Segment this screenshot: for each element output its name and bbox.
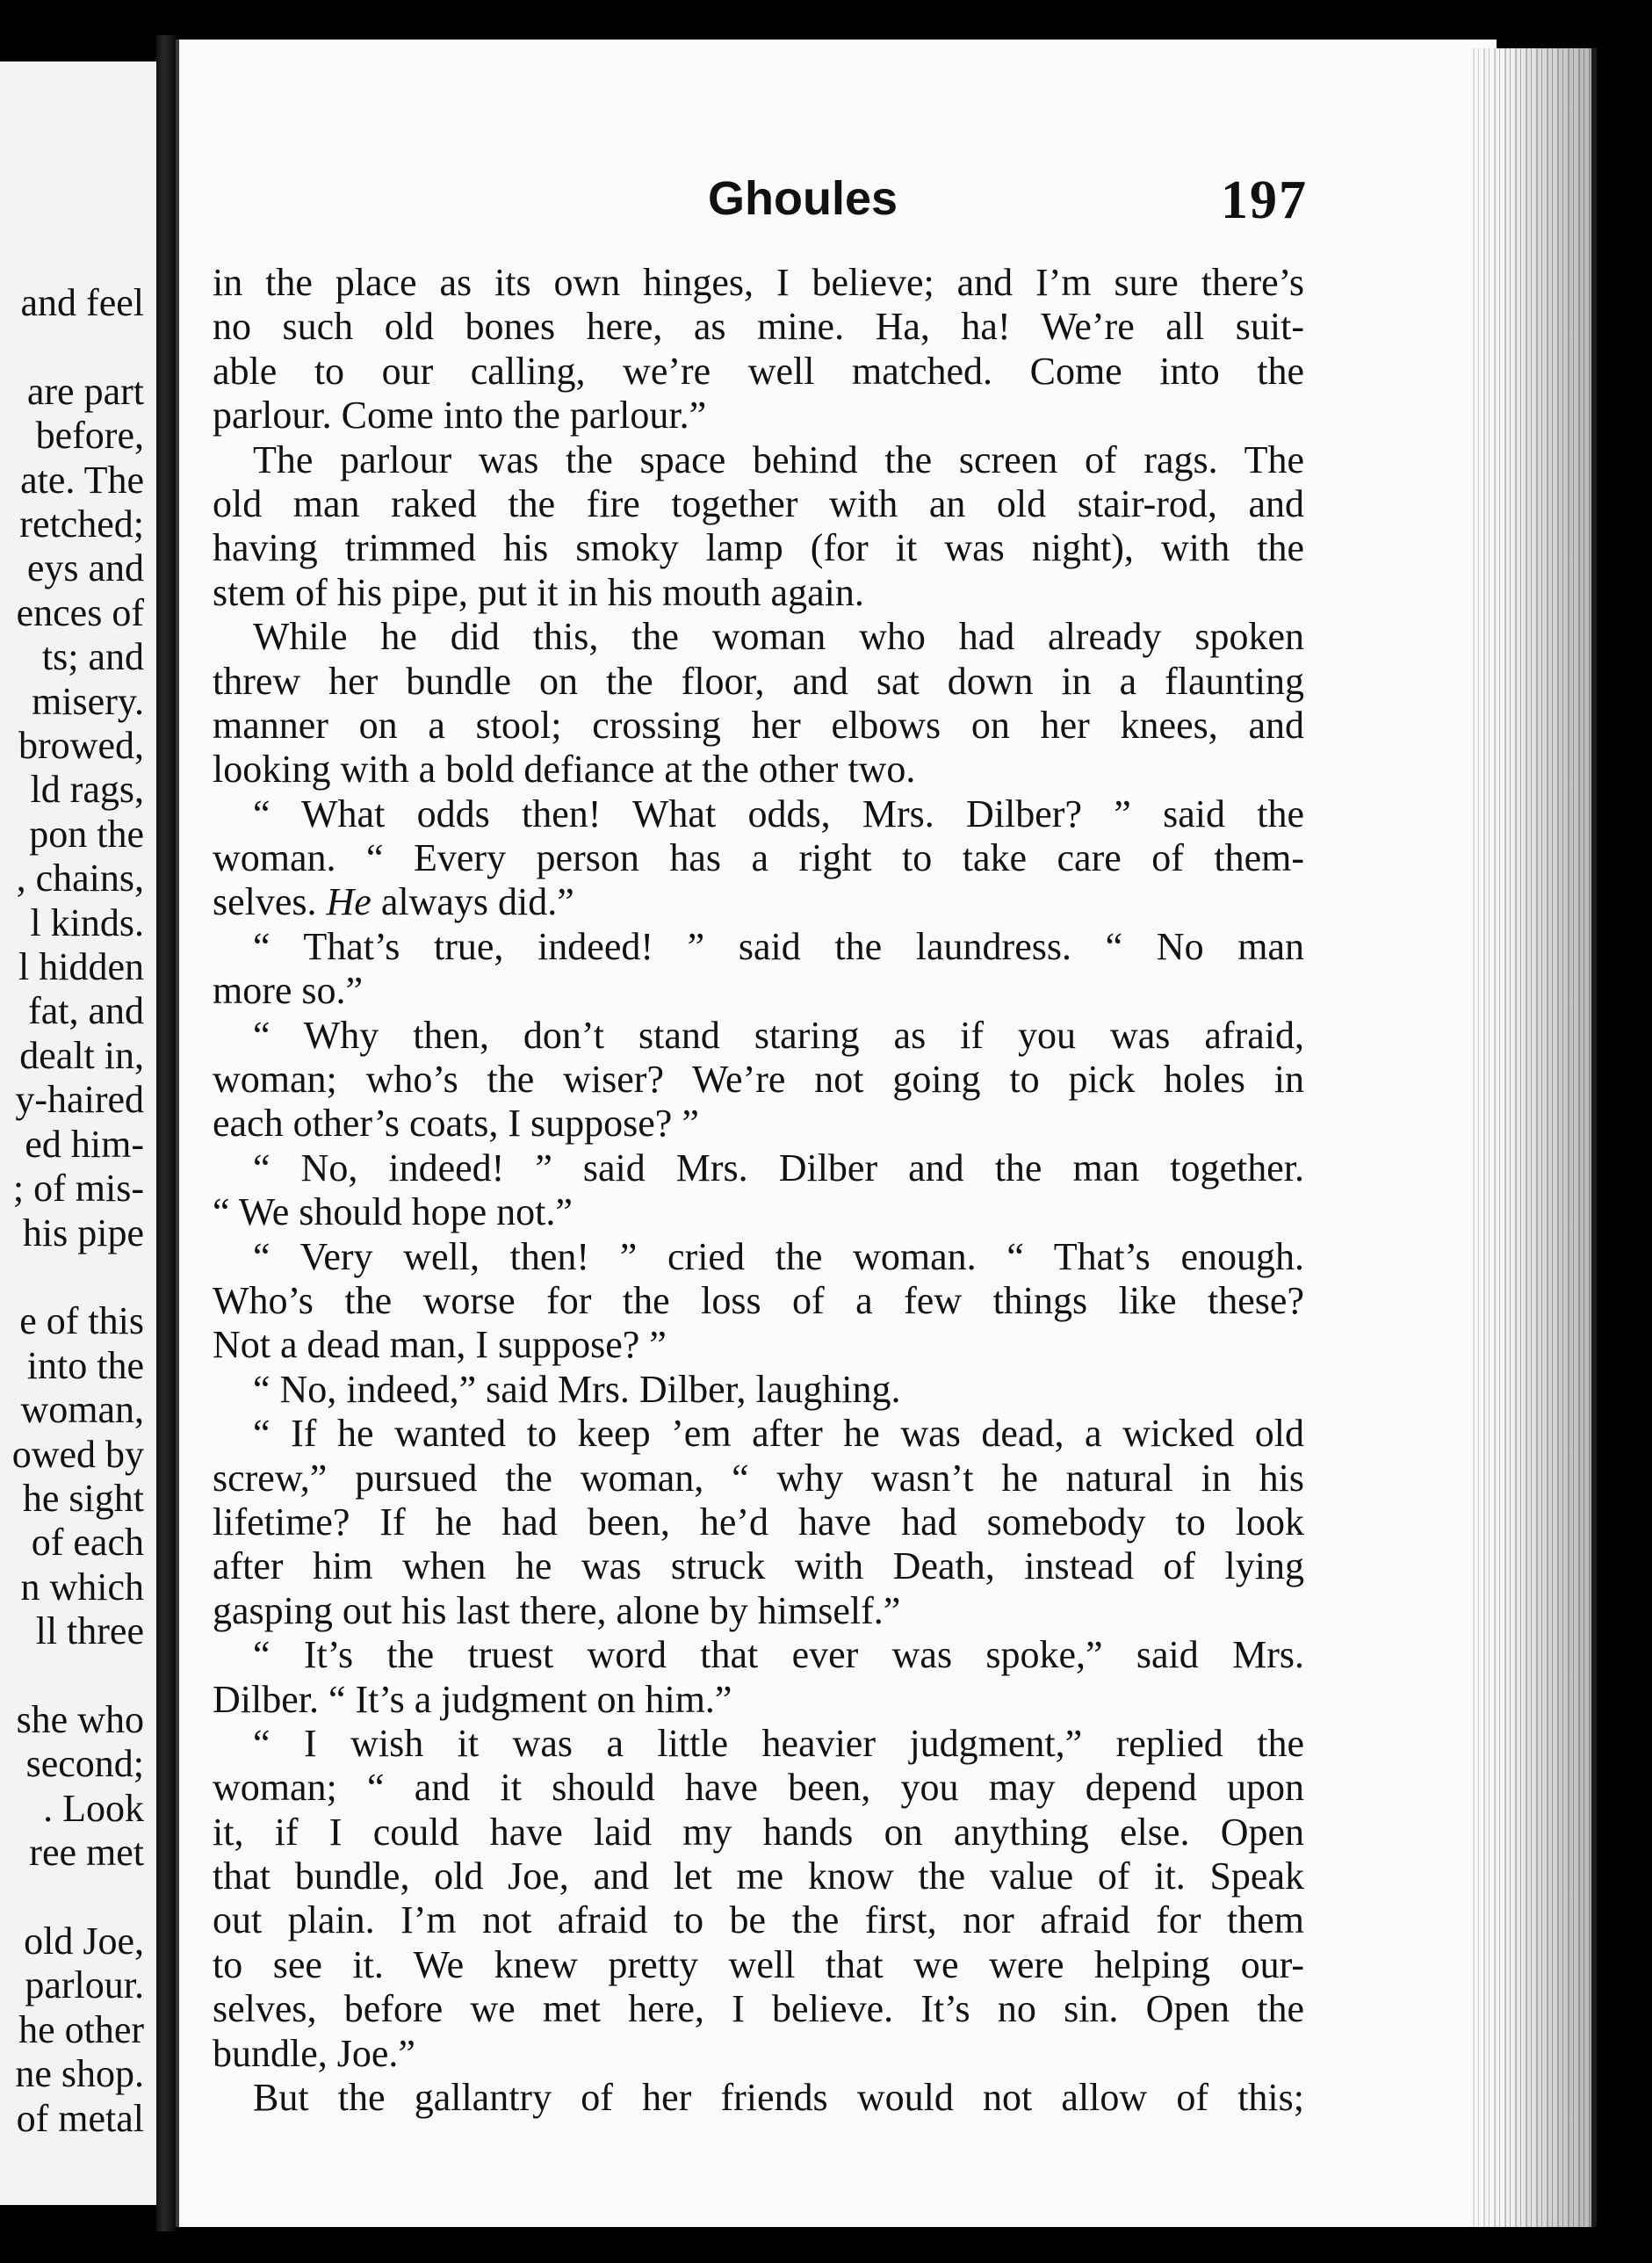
text-line: it, if I could have laid my hands on anything else. Open	[213, 1810, 1304, 1854]
facing-page-line: are part	[26, 369, 144, 413]
facing-page-line: browed,	[18, 724, 144, 768]
facing-page-fragment	[0, 61, 159, 2205]
text-line: “ We should hope not.”	[213, 1190, 573, 1234]
facing-page-line: misery.	[32, 679, 144, 723]
facing-page-line: ree met	[29, 1831, 144, 1875]
facing-page-line: y-haired	[15, 1078, 144, 1122]
text-line: “ That’s true, indeed! ” said the laundress. “ No man	[253, 924, 1304, 968]
facing-page-line: l kinds.	[30, 900, 144, 944]
facing-page-line: fat, and	[28, 989, 144, 1033]
facing-page-line	[12, 1255, 144, 1299]
text-line: manner on a stool; crossing her elbows on her knees, and	[213, 703, 1304, 747]
facing-page-line: woman,	[20, 1388, 144, 1432]
text-line: selves, before we met here, I believe. It’s no sin. Open the	[213, 1987, 1304, 2031]
facing-page-line: ld rags,	[30, 768, 144, 812]
text-line: parlour. Come into the parlour.”	[213, 394, 707, 437]
facing-page-text	[12, 281, 144, 2141]
text-line: able to our calling, we’re well matched. Come into the	[213, 349, 1304, 393]
facing-page-line	[12, 325, 144, 369]
text-line: “ I wish it was a little heavier judgment,” replied the	[253, 1721, 1304, 1765]
facing-page-line: he other	[18, 2007, 144, 2051]
page-edges-stack	[1468, 48, 1597, 2227]
facing-page-line: old Joe,	[24, 1919, 144, 1963]
facing-page-line: ts; and	[41, 635, 144, 679]
facing-page-line	[12, 1876, 144, 1920]
text-line: “ If he wanted to keep ’em after he was dead, a wicked old	[253, 1412, 1304, 1456]
text-line: no such old bones here, as mine. Ha, ha! We’re all suit-	[213, 305, 1304, 349]
text-line: While he did this, the woman who had already spoken	[253, 615, 1304, 659]
italic-emphasis: He	[326, 880, 372, 924]
text-line: woman; “ and it should have been, you may depend upon	[213, 1766, 1304, 1810]
facing-page-line: into the	[26, 1343, 144, 1387]
text-line: “ Very well, then! ” cried the woman. “ That’s enough.	[253, 1234, 1304, 1278]
text-line: “ What odds then! What odds, Mrs. Dilber? ” said the	[253, 792, 1304, 835]
text-line: after him when he was struck with Death, instead of lying	[213, 1544, 1304, 1588]
facing-page-line: he sight	[22, 1476, 144, 1520]
text-line: woman; who’s the wiser? We’re not going to pick holes in	[213, 1058, 1304, 1102]
text-line: The parlour was the space behind the screen of rags. The	[253, 437, 1304, 481]
text-line: gasping out his last there, alone by himself.”	[213, 1588, 901, 1632]
facing-page-line: pon the	[29, 812, 144, 856]
facing-page-line: ences of	[16, 590, 144, 634]
text-line: more so.”	[213, 969, 364, 1013]
running-title: Ghoules	[707, 172, 898, 225]
text-line: stem of his pipe, put it in his mouth again.	[213, 570, 864, 614]
text-line: having trimmed his smoky lamp (for it was night), with the	[213, 526, 1304, 570]
facing-page-line: of each	[31, 1521, 144, 1565]
facing-page-line: l hidden	[18, 945, 144, 989]
book-gutter	[156, 35, 176, 2231]
book-page	[176, 40, 1497, 2227]
text-line: Who’s the worse for the loss of a few things like these?	[213, 1278, 1304, 1322]
facing-page-line: n which	[20, 1565, 144, 1609]
facing-page-line: eys and	[26, 546, 144, 590]
text-line: But the gallantry of her friends would not allow of this;	[253, 2076, 1304, 2120]
text-line: in the place as its own hinges, I believe; and I’m sure there’s	[213, 261, 1304, 304]
text-line: “ It’s the truest word that ever was spoke,” said Mrs.	[253, 1633, 1304, 1677]
facing-page-line	[12, 1654, 144, 1698]
text-line: to see it. We knew pretty well that we were helping our-	[213, 1942, 1304, 1986]
facing-page-line: ll three	[35, 1609, 144, 1653]
facing-page-line: second;	[25, 1742, 144, 1786]
facing-page-line: e of this	[19, 1299, 144, 1343]
body-text	[213, 261, 1304, 2120]
text-line: that bundle, old Joe, and let me know the value of it. Speak	[213, 1855, 1304, 1898]
facing-page-line: parlour.	[25, 1963, 144, 2007]
text-line: woman. “ Every person has a right to take care of them-	[213, 836, 1304, 880]
facing-page-line: , chains,	[16, 857, 144, 900]
facing-page-line: ed him-	[25, 1122, 144, 1166]
text-line: Not a dead man, I suppose? ”	[213, 1323, 667, 1367]
text-line: selves. He always did.”	[213, 880, 574, 924]
text-line: “ No, indeed,” said Mrs. Dilber, laughing.	[253, 1367, 901, 1411]
facing-page-line: ate. The	[20, 458, 144, 502]
text-line: bundle, Joe.”	[213, 2031, 415, 2075]
text-line: out plain. I’m not afraid to be the first, nor afraid for them	[213, 1898, 1304, 1942]
facing-page-line: she who	[16, 1697, 144, 1741]
facing-page-line: of metal	[16, 2096, 144, 2140]
page-number: 197	[1221, 170, 1308, 230]
text-line: old man raked the fire together with an old stair-rod, and	[213, 481, 1304, 525]
text-line: threw her bundle on the floor, and sat down in a flaunting	[213, 659, 1304, 703]
text-line: Dilber. “ It’s a judgment on him.”	[213, 1677, 732, 1721]
text-line: looking with a bold defiance at the other two.	[213, 748, 916, 792]
text-line: “ No, indeed! ” said Mrs. Dilber and the man together.	[253, 1146, 1304, 1189]
text-line: “ Why then, don’t stand staring as if you was afraid,	[253, 1013, 1304, 1057]
facing-page-line: ne shop.	[15, 2052, 144, 2096]
facing-page-line: . Look	[43, 1786, 144, 1830]
text-line: screw,” pursued the woman, “ why wasn’t he natural in his	[213, 1456, 1304, 1500]
facing-page-line: ; of mis-	[12, 1167, 144, 1211]
facing-page-line: and feel	[20, 281, 144, 324]
facing-page-line: owed by	[11, 1432, 144, 1476]
facing-page-line: retched;	[19, 502, 144, 546]
facing-page-line: his pipe	[22, 1211, 144, 1254]
text-line: lifetime? If he had been, he’d have had somebody to look	[213, 1500, 1304, 1544]
facing-page-line: before,	[35, 414, 144, 458]
facing-page-line: dealt in,	[19, 1033, 144, 1077]
text-line: each other’s coats, I suppose? ”	[213, 1102, 699, 1146]
